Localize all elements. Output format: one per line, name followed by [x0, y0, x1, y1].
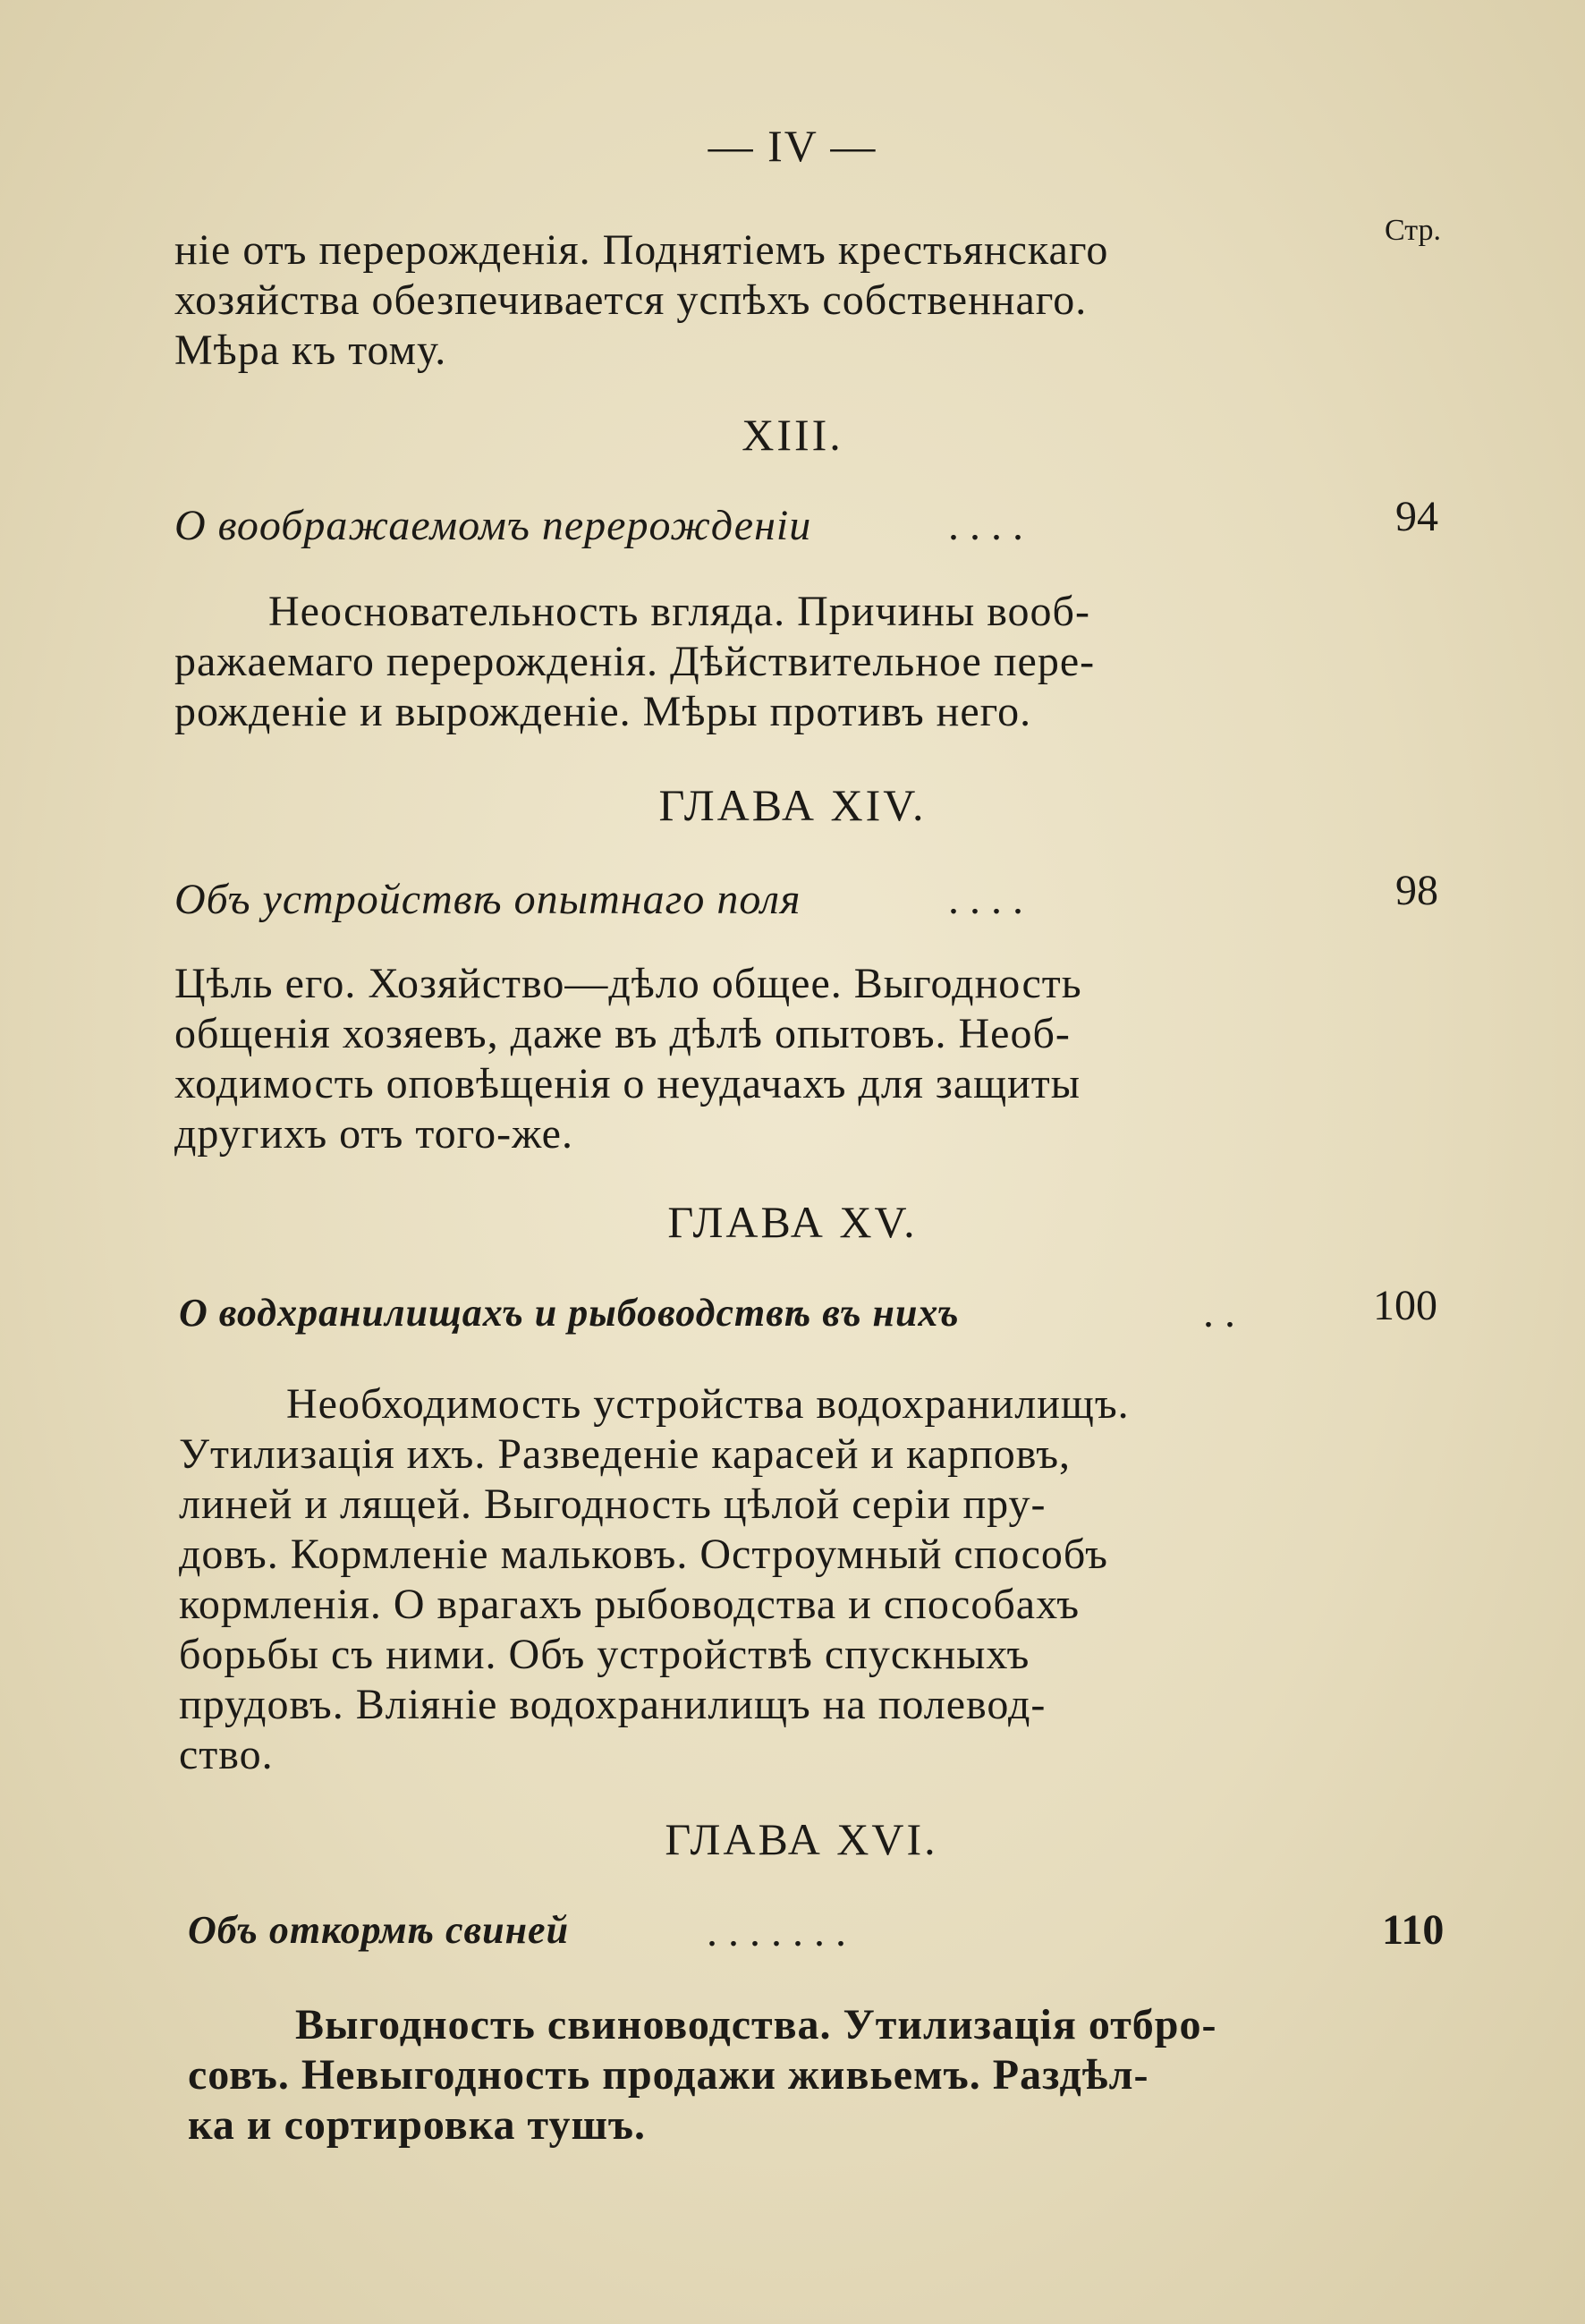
text-line: ражаемаго перерожденія. Дѣйствительное пере-: [174, 638, 1096, 685]
toc-entry-title: Объ устройствѣ опытнаго поля: [174, 876, 801, 923]
text-line: совъ. Невыгодность продажи живьемъ. Раздѣл-: [188, 2051, 1149, 2099]
text-line: линей и лящей. Выгодность цѣлой серіи пру-: [179, 1480, 1047, 1528]
text-line: довъ. Кормленіе мальковъ. Остроумный способъ: [179, 1531, 1108, 1578]
text-line: Цѣль его. Хозяйство—дѣло общее. Выгодность: [174, 960, 1082, 1007]
toc-entry-title: О воображаемомъ перерожденіи: [174, 502, 812, 549]
chapter-heading: ГЛАВА XIV.: [658, 780, 927, 830]
text-line: борьбы съ ними. Объ устройствѣ спускныхъ: [179, 1631, 1030, 1678]
text-line: ка и сортировка тушъ.: [188, 2101, 646, 2149]
text-line: ніе отъ перерожденія. Поднятіемъ крестьянскаго: [174, 226, 1109, 274]
toc-entry-title: О водхранилищахъ и рыбоводствѣ въ нихъ: [179, 1291, 960, 1335]
text-line: ходимость оповѣщенія о неудачахъ для защиты: [174, 1060, 1081, 1107]
text-line: хозяйства обезпечивается успѣхъ собственнаго.: [174, 276, 1088, 324]
dot-leader: . .: [1203, 1289, 1235, 1336]
dot-leader: . . . .: [948, 876, 1023, 923]
text-line: Утилизація ихъ. Разведеніе карасей и карповъ,: [179, 1430, 1072, 1478]
text-line: общенія хозяевъ, даже въ дѣлѣ опытовъ. Необ-: [174, 1010, 1071, 1057]
text-line: ство.: [179, 1731, 274, 1778]
toc-entry-title: Объ откормѣ свиней: [188, 1908, 570, 1952]
text-line: другихъ отъ того-же.: [174, 1110, 573, 1158]
toc-entry-page: 94: [1395, 493, 1438, 540]
toc-entry-page: 98: [1395, 867, 1438, 914]
chapter-heading: ГЛАВА XVI.: [665, 1814, 938, 1864]
dot-leader: . . . .: [948, 502, 1023, 549]
text-line: рожденіе и вырожденіе. Мѣры противъ него.: [174, 688, 1032, 735]
toc-entry-page: 110: [1382, 1906, 1445, 1954]
chapter-heading: ГЛАВА XV.: [667, 1197, 918, 1247]
chapter-heading: XIII.: [742, 410, 843, 460]
page-column-label: Стр.: [1385, 214, 1442, 247]
text-line: Необходимость устройства водохранилищъ.: [286, 1380, 1130, 1428]
page-number: — IV —: [708, 121, 877, 171]
text-line: кормленія. О врагахъ рыбоводства и способахъ: [179, 1581, 1081, 1628]
text-line: Выгодность свиноводства. Утилизація отбро-: [295, 2001, 1217, 2048]
text-line: Мѣра къ тому.: [174, 327, 447, 374]
dot-leader: . . . . . . .: [707, 1908, 846, 1955]
toc-entry-page: 100: [1373, 1282, 1437, 1329]
text-line: прудовъ. Вліяніе водохранилищъ на полевод-: [179, 1681, 1047, 1728]
text-line: Неосновательность вгляда. Причины вооб-: [268, 588, 1090, 635]
